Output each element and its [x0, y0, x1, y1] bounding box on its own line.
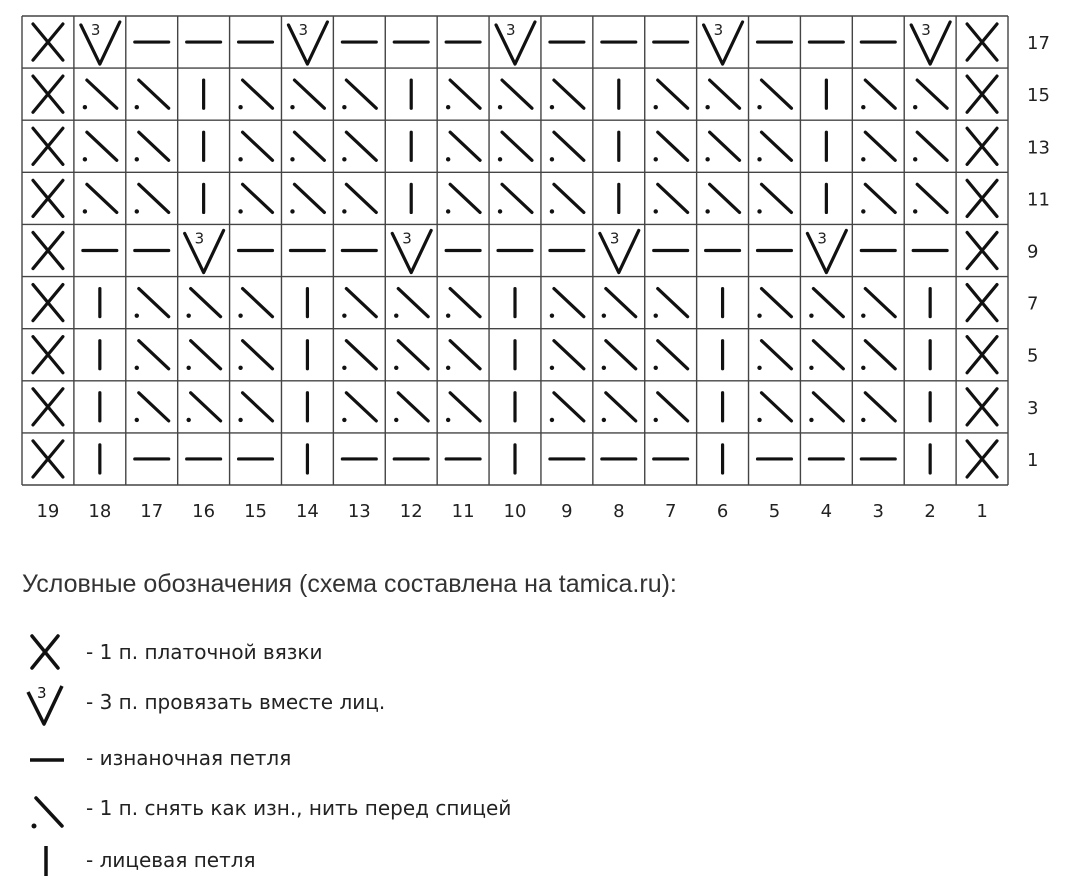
k3tog-number: 3: [713, 21, 724, 39]
slip-symbol: [135, 289, 169, 318]
garter-stitch-icon: [22, 630, 72, 676]
column-number-label: 19: [36, 501, 60, 522]
slip-symbol: [550, 132, 584, 161]
garter-stitch-symbol: [967, 441, 997, 477]
column-number-label: 17: [140, 501, 164, 522]
purl-icon: [22, 736, 72, 782]
row-number-label: 9: [1027, 241, 1039, 263]
column-number-label: 6: [716, 501, 729, 522]
slip-symbol: [238, 289, 272, 318]
slip-symbol: [550, 393, 584, 422]
garter-stitch-symbol: [33, 337, 63, 373]
garter-stitch-symbol: [33, 128, 63, 164]
slip-symbol: [498, 80, 532, 109]
k3tog-symbol: [288, 21, 327, 64]
legend-item-purl: [22, 736, 1022, 782]
k3tog-symbol: [911, 21, 950, 64]
slip-symbol: [757, 393, 791, 422]
garter-stitch-symbol: [33, 76, 63, 112]
slip-symbol: [757, 289, 791, 318]
slip-symbol: [654, 132, 688, 161]
slip-symbol: [757, 341, 791, 370]
slip-symbol: [342, 80, 376, 109]
slip-symbol: [446, 132, 480, 161]
k3tog-symbol: [600, 229, 639, 272]
slip-symbol: [394, 289, 428, 318]
garter-stitch-symbol: [967, 389, 997, 425]
slip-symbol: [135, 132, 169, 161]
slip-symbol: [238, 184, 272, 213]
row-number-label: 15: [1027, 85, 1050, 107]
row-number-label: 11: [1027, 189, 1050, 211]
slip-symbol: [602, 289, 636, 318]
k3tog-symbol: [496, 21, 535, 64]
column-number-label: 12: [399, 501, 423, 522]
slip-symbol: [186, 341, 220, 370]
k3tog-symbol: [704, 21, 743, 64]
slip-symbol: [446, 393, 480, 422]
slip-symbol: [446, 184, 480, 213]
slip-symbol: [135, 80, 169, 109]
column-number-label: 4: [820, 501, 833, 522]
k3tog-number: 3: [298, 21, 309, 39]
slip-symbol: [186, 289, 220, 318]
row-number-label: 5: [1027, 345, 1039, 367]
legend-text-slip: - 1 п. снять как изн., нить перед спицей: [86, 796, 512, 820]
k3tog-symbol: [81, 21, 120, 64]
garter-stitch-symbol: [33, 389, 63, 425]
slip-symbol: [757, 132, 791, 161]
slip-symbol: [135, 184, 169, 213]
slip-symbol: [342, 341, 376, 370]
slip-symbol: [394, 393, 428, 422]
slip-symbol: [757, 184, 791, 213]
legend-item-knit: [22, 838, 1022, 884]
slip-symbol: [602, 341, 636, 370]
column-number-label: 7: [664, 501, 677, 522]
slip-symbol: [550, 341, 584, 370]
row-number-label: 3: [1027, 397, 1039, 419]
slip-symbol: [238, 80, 272, 109]
slip-symbol: [498, 184, 532, 213]
garter-stitch-symbol: [33, 285, 63, 321]
column-number-label: 2: [924, 501, 936, 522]
legend-text-knit: - лицевая петля: [86, 848, 256, 872]
k3tog-number: 3: [90, 21, 101, 39]
slip-symbol: [861, 132, 895, 161]
column-number-label: 13: [347, 501, 371, 522]
legend-text-k3tog: - 3 п. провязать вместе лиц.: [86, 690, 386, 714]
slip-symbol: [290, 184, 324, 213]
garter-stitch-symbol: [967, 180, 997, 216]
slip-symbol: [238, 341, 272, 370]
k3tog-number: 3: [194, 229, 205, 248]
column-number-label: 11: [451, 501, 475, 522]
k3tog-number: 3: [921, 21, 931, 39]
slip-symbol: [83, 184, 117, 213]
slip-symbol: [342, 184, 376, 213]
garter-stitch-symbol: [967, 76, 997, 112]
slip-symbol: [238, 132, 272, 161]
slip-symbol: [498, 132, 532, 161]
k3tog-number: 3: [817, 229, 827, 248]
slip-symbol: [550, 289, 584, 318]
column-number-label: 8: [613, 501, 625, 522]
column-number-label: 18: [88, 501, 112, 522]
slip-icon: [22, 786, 72, 836]
slip-symbol: [446, 80, 480, 109]
k3tog-number: 3: [609, 229, 620, 248]
garter-stitch-symbol: [967, 337, 997, 373]
column-number-label: 14: [295, 501, 319, 522]
legend-text-garter-stitch: - 1 п. платочной вязки: [86, 640, 323, 664]
knit-icon: [22, 838, 72, 884]
column-number-label: 15: [244, 501, 267, 522]
slip-symbol: [757, 80, 791, 109]
garter-stitch-symbol: [33, 180, 63, 216]
slip-symbol: [446, 341, 480, 370]
k3tog-icon-number: 3: [37, 684, 47, 702]
slip-symbol: [913, 184, 947, 213]
column-number-label: 3: [872, 501, 884, 522]
slip-symbol: [342, 393, 376, 422]
column-number-label: 5: [768, 501, 781, 522]
garter-stitch-symbol: [967, 232, 997, 268]
k3tog-symbol: [185, 229, 224, 272]
slip-symbol: [654, 289, 688, 318]
slip-symbol: [809, 289, 843, 318]
row-number-label: 1: [1027, 449, 1039, 471]
slip-symbol: [654, 80, 688, 109]
slip-symbol: [705, 132, 739, 161]
k3tog-number: 3: [506, 21, 516, 39]
slip-symbol: [290, 80, 324, 109]
slip-symbol: [913, 80, 947, 109]
garter-stitch-symbol: [967, 285, 997, 321]
slip-symbol: [809, 341, 843, 370]
slip-symbol: [913, 132, 947, 161]
column-number-label: 9: [561, 501, 573, 522]
slip-symbol: [705, 184, 739, 213]
k3tog-icon: [22, 680, 72, 730]
row-number-label: 7: [1027, 293, 1039, 315]
slip-symbol: [135, 341, 169, 370]
k3tog-number: 3: [402, 229, 412, 248]
garter-stitch-symbol: [33, 441, 63, 477]
slip-symbol: [394, 341, 428, 370]
slip-symbol: [83, 80, 117, 109]
slip-symbol: [83, 132, 117, 161]
slip-symbol: [654, 393, 688, 422]
k3tog-symbol: [392, 229, 431, 272]
slip-symbol: [861, 289, 895, 318]
legend-item-slip: [22, 786, 1022, 832]
slip-symbol: [602, 393, 636, 422]
legend-title: Условные обозначения (схема составлена на tamica.ru):: [22, 570, 677, 598]
k3tog-symbol: [807, 229, 846, 272]
legend-item-garter-stitch: [22, 630, 1022, 676]
slip-symbol: [550, 184, 584, 213]
slip-symbol: [861, 341, 895, 370]
slip-symbol: [342, 132, 376, 161]
slip-symbol: [654, 341, 688, 370]
slip-symbol: [809, 393, 843, 422]
slip-symbol: [186, 393, 220, 422]
row-number-label: 13: [1027, 137, 1050, 159]
slip-symbol: [861, 80, 895, 109]
column-number-label: 1: [976, 501, 988, 522]
garter-stitch-symbol: [967, 24, 997, 60]
slip-symbol: [654, 184, 688, 213]
legend-item-k3tog: [22, 680, 1022, 726]
garter-stitch-symbol: [33, 232, 63, 268]
slip-symbol: [705, 80, 739, 109]
slip-symbol: [290, 132, 324, 161]
slip-symbol: [861, 393, 895, 422]
row-number-label: 17: [1027, 33, 1050, 55]
slip-symbol: [135, 393, 169, 422]
slip-symbol: [238, 393, 272, 422]
slip-symbol: [342, 289, 376, 318]
slip-symbol: [861, 184, 895, 213]
column-number-label: 10: [503, 501, 527, 522]
legend-text-purl: - изнаночная петля: [86, 746, 292, 770]
slip-symbol: [446, 289, 480, 318]
garter-stitch-symbol: [967, 128, 997, 164]
slip-symbol: [550, 80, 584, 109]
garter-stitch-symbol: [33, 24, 63, 60]
column-number-label: 16: [192, 501, 216, 522]
